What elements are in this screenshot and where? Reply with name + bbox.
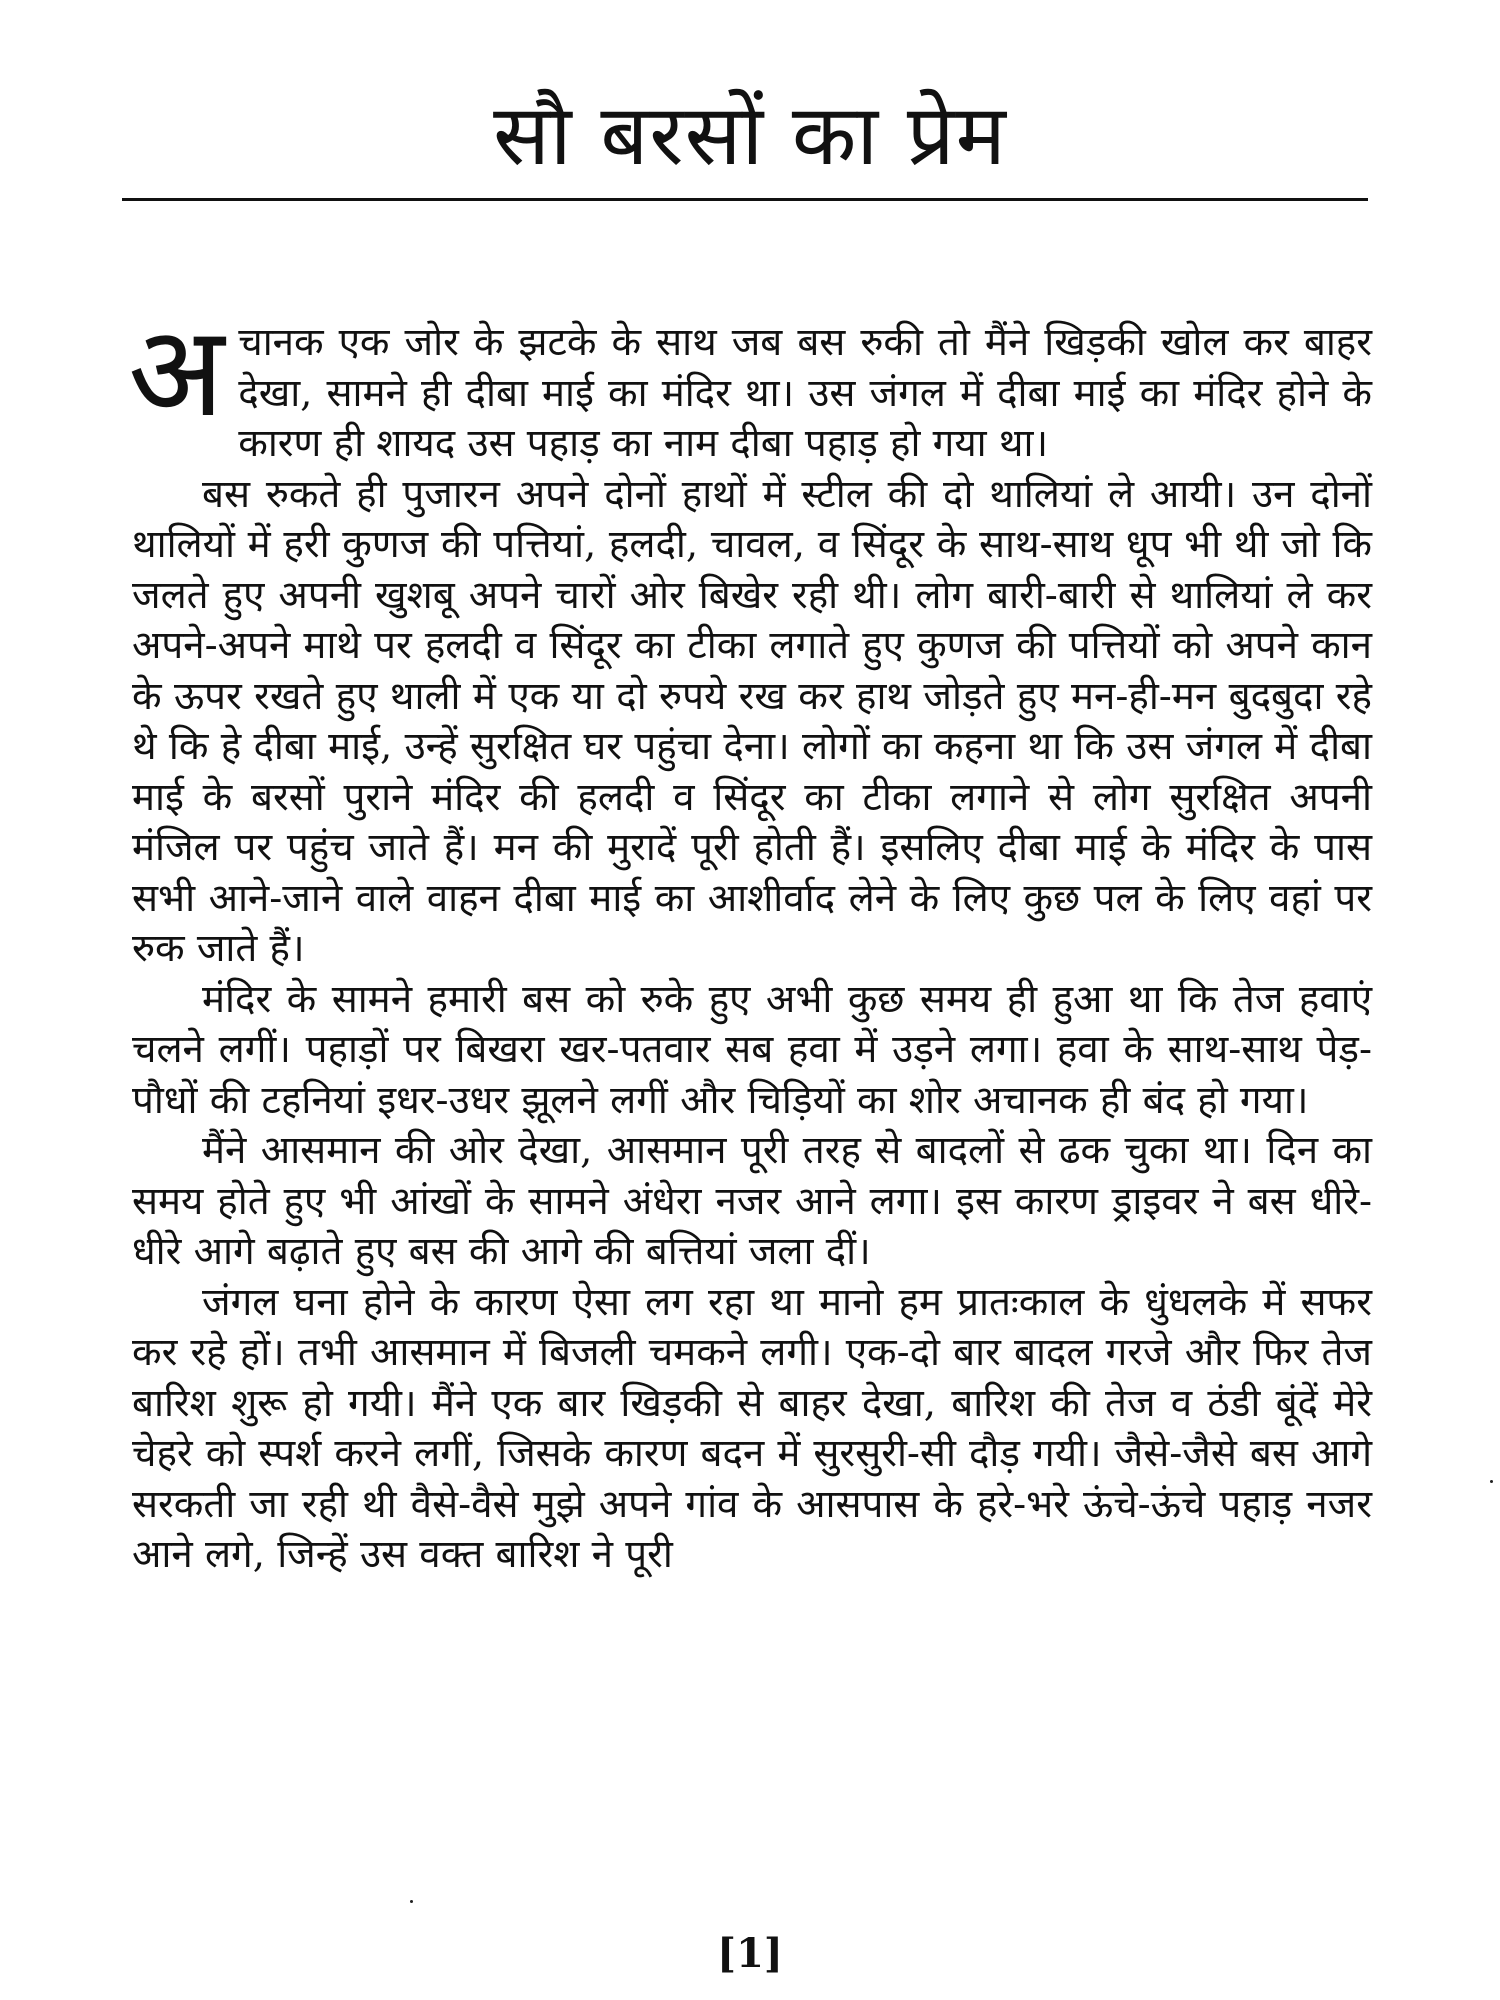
scan-speck xyxy=(1490,1480,1493,1483)
title-underline-rule xyxy=(122,198,1368,201)
paragraph-1 xyxy=(128,298,1372,470)
paragraph-1-text: चानक एक जोर के झटके के साथ जब बस रुकी तो मैंने खिड़की खोल कर बाहर देखा, सामने ही दीबा माई का मंदिर था। उस जंगल में दीबा माई का मंदिर होने के कारण ही शायद उस पहाड़ का नाम दीबा पहाड़ हो गया था। xyxy=(238,320,1372,466)
chapter-title: सौ बरसों का प्रेम xyxy=(493,86,1007,184)
chapter-body xyxy=(128,298,1372,1581)
paragraph-3: मंदिर के सामने हमारी बस को रुके हुए अभी कुछ समय ही हुआ था कि तेज हवाएं चलने लगीं। पहाड़ों पर बिखरा खर-पतवार सब हवा में उड़ने लगा। हवा के साथ-साथ पेड़-पौधों की टहनियां इधर-उधर झूलने लगीं और चिड़ियों का शोर अचानक ही बंद हो गया। xyxy=(132,976,1372,1123)
paragraph-2: बस रुकते ही पुजारन अपने दोनों हाथों में स्टील की दो थालियां ले आयी। उन दोनों थालियों में हरी कुणज की पत्तियां, हलदी, चावल, व सिंदूर के साथ-साथ धूप भी थी जो कि जलते हुए अपनी खुशबू अपने चारों ओर बिखेर रही थी। लोग बारी-बारी से थालियां ले कर अपने-अपने माथे पर हलदी व सिंदूर का टीका लगाते हुए कुणज की पत्तियों को अपने कान के ऊपर रखते हुए थाली में एक या दो रुपये रख कर हाथ जोड़ते हुए मन-ही-मन बुदबुदा रहे थे कि हे दीबा माई, उन्हें सुरक्षित घर पहुंचा देना। लोगों का कहना था कि उस जंगल में दीबा माई के बरसों पुराने मंदिर की हलदी व सिंदूर का टीका लगाने से लोग सुरक्षित अपनी मंजिल पर पहुंच जाते हैं। मन की मुरादें पूरी होती हैं। इसलिए दीबा माई के मंदिर के पास सभी आने-जाने वाले वाहन दीबा माई का आशीर्वाद लेने के लिए कुछ पल के लिए वहां पर रुक जाते हैं। xyxy=(132,471,1372,971)
drop-cap-letter: अ xyxy=(128,298,225,445)
paragraph-4: मैंने आसमान की ओर देखा, आसमान पूरी तरह से बादलों से ढक चुका था। दिन का समय होते हुए भी आंखों के सामने अंधेरा नजर आने लगा। इस कारण ड्राइवर ने बस धीरे-धीरे आगे बढ़ाते हुए बस की आगे की बत्तियां जला दीं। xyxy=(132,1128,1372,1274)
page-number: [1] xyxy=(717,1930,783,1977)
paragraph-5: जंगल घना होने के कारण ऐसा लग रहा था मानो हम प्रातःकाल के धुंधलके में सफर कर रहे हों। तभी आसमान में बिजली चमकने लगी। एक-दो बार बादल गरजे और फिर तेज बारिश शुरू हो गयी। मैंने एक बार खिड़की से बाहर देखा, बारिश की तेज व ठंडी बूंदें मेरे चेहरे को स्पर्श करने लगीं, जिसके कारण बदन में सुरसुरी-सी दौड़ गयी। जैसे-जैसे बस आगे सरकती जा रही थी वैसे-वैसे मुझे अपने गांव के आसपास के हरे-भरे ऊंचे-ऊंचे पहाड़ नजर आने लगे, जिन्हें उस वक्त बारिश ने पूरी xyxy=(132,1279,1372,1577)
scan-speck xyxy=(410,1900,413,1903)
